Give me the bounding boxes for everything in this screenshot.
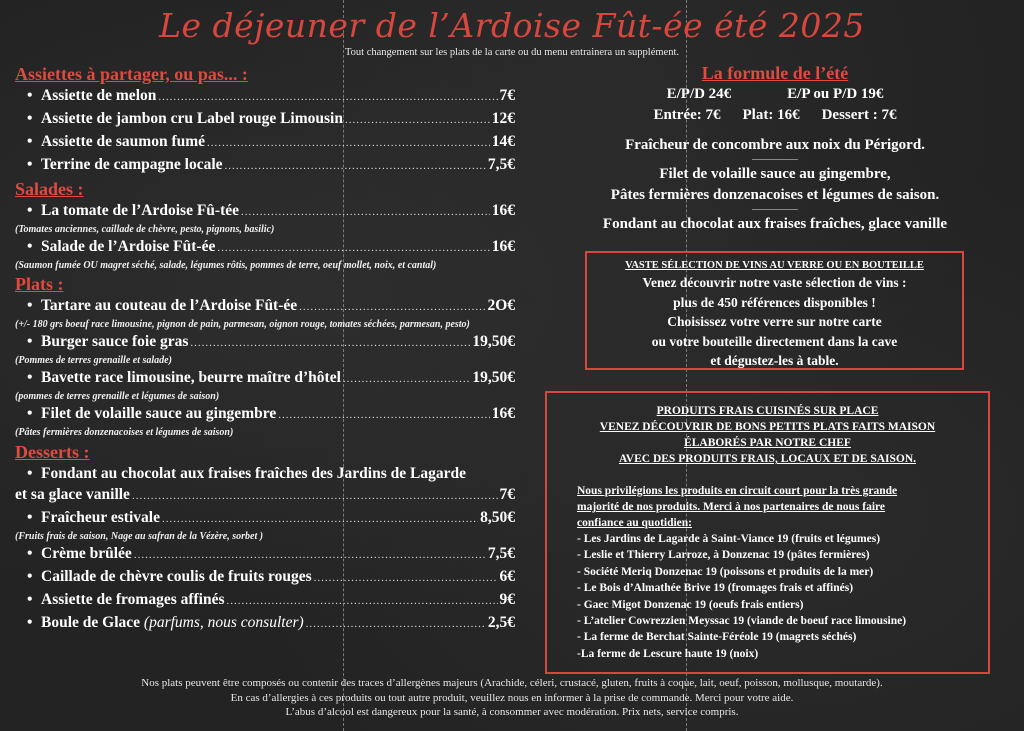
wine-line: Venez découvrir notre vaste sélection de vins : bbox=[642, 275, 907, 290]
wine-header: VASTE SÉLECTION DE VINS AU VERRE OU EN BOUTEILLE bbox=[625, 260, 924, 271]
formule-plat-detail: Pâtes fermières donzenacoises et légumes de saison. bbox=[610, 187, 940, 203]
item-description: (Fruits frais de saison, Nage au safran de la Vézère, sorbet ) bbox=[15, 531, 264, 542]
divider bbox=[752, 159, 798, 160]
menu-item: • Burger sauce foie gras ..... 19,50€ bbox=[15, 331, 515, 354]
menu-item: • Salade de l’Ardoise Fût-ée ..... 16€ bbox=[15, 236, 515, 259]
formule-dessert: Fondant au chocolat aux fraises fraîches, glace vanille bbox=[602, 216, 948, 232]
menu-item: • Boule de Glace (parfums, nous consulter) ..... 2,5€ bbox=[15, 612, 515, 635]
wine-line: et dégustez-les à table. bbox=[710, 353, 839, 368]
wine-selection-box bbox=[585, 251, 964, 370]
carte-column bbox=[15, 62, 515, 635]
partner-item: - Société Meriq Donzenac 19 (poissons et produits de la mer) bbox=[577, 565, 874, 578]
divider bbox=[752, 209, 798, 210]
formule-title: La formule de l’été bbox=[701, 63, 849, 83]
item-description: (Pommes de terres grenaille et salade) bbox=[15, 355, 172, 366]
section-title-assiettes: Assiettes à partager, ou pas... : bbox=[15, 64, 248, 84]
allergen-footer bbox=[0, 676, 1024, 720]
menu-item: • Filet de volaille sauce au gingembre ..... 16€ bbox=[15, 403, 515, 426]
partner-item: - Les Jardins de Lagarde à Saint-Viance 19 (fruits et légumes) bbox=[577, 533, 881, 545]
partner-item: -La ferme de Lescure haute 19 (noix) bbox=[577, 647, 759, 660]
fresh-products-box bbox=[545, 391, 990, 674]
footer-line: L’abus d’alcool est dangereux pour la santé, à consommer avec modération. Prix nets, service compris. bbox=[285, 706, 739, 718]
menu-item: • Fraîcheur estivale ..... 8,50€ bbox=[15, 507, 515, 530]
formule-entree: Fraîcheur de concombre aux noix du Périgord. bbox=[625, 137, 925, 153]
item-description: (pommes de terres grenaille et légumes de saison) bbox=[15, 391, 220, 402]
menu-item: • Terrine de campagne locale ..... 7,5€ bbox=[15, 154, 515, 177]
menu-item: • Fondant au chocolat aux fraises fraîches des Jardins de Lagarde et sa glace vanille ..... 7€ bbox=[15, 463, 515, 507]
price-dessert: Dessert : 7€ bbox=[821, 107, 897, 123]
formule-column bbox=[540, 62, 1010, 235]
price-entree: Entrée: 7€ bbox=[653, 107, 721, 123]
menu-item: • Bavette race limousine, beurre maître d’hôtel ..... 19,50€ bbox=[15, 367, 515, 390]
item-description: (Saumon fumée OU magret séché, salade, légumes rôtis, pommes de terre, oeuf mollet, noix, et cantal) bbox=[15, 260, 437, 271]
formule-prices bbox=[540, 84, 1010, 126]
footer-line: Nos plats peuvent être composés ou contenir des traces d’allergènes majeurs (Arachide, céleri, crustacé, gluten, fruits à coque, lait, oeuf, poisson, mollusque, moutarde). bbox=[141, 677, 883, 689]
formule-plat: Filet de volaille sauce au gingembre, bbox=[659, 166, 891, 182]
item-description: (Pâtes fermières donzenacoises et légumes de saison) bbox=[15, 427, 234, 438]
products-header: PRODUITS FRAIS CUISINÉS SUR PLACE VENEZ DÉCOUVRIR DE BONS PETITS PLATS FAITS MAISON ÉLABORÉS PAR NOTRE CHEF AVEC DES PRODUITS FRAIS, LOCAUX ET DE SAISON. bbox=[599, 405, 936, 465]
partner-item: - L’atelier Cowrezzien Meyssac 19 (viande de boeuf race limousine) bbox=[577, 615, 907, 628]
section-title-plats: Plats : bbox=[15, 274, 64, 294]
partner-item: - Gaec Migot Donzenac 19 (oeufs frais entiers) bbox=[577, 598, 804, 611]
menu-item: • Assiette de fromages affinés ..... 9€ bbox=[15, 589, 515, 612]
menu-item: • La tomate de l’Ardoise Fû-tée ..... 16€ bbox=[15, 200, 515, 223]
partner-item: - Leslie et Thierry Larroze, à Donzenac 19 (pâtes fermières) bbox=[577, 549, 870, 562]
section-title-desserts: Desserts : bbox=[15, 442, 90, 462]
wine-line: ou votre bouteille directement dans la cave bbox=[651, 333, 898, 349]
menu-item: • Assiette de jambon cru Label rouge Limousin ..... 12€ bbox=[15, 108, 515, 131]
item-description: (Tomates anciennes, caillade de chèvre, pesto, pignons, basilic) bbox=[15, 224, 275, 235]
menu-item: • Assiette de saumon fumé ..... 14€ bbox=[15, 131, 515, 154]
menu-item: • Caillade de chèvre coulis de fruits rouges ..... 6€ bbox=[15, 566, 515, 589]
price-epd: E/P/D 24€ bbox=[666, 86, 732, 102]
partner-item: - La ferme de Berchat Sainte-Féréole 19 (magrets séchés) bbox=[577, 631, 857, 644]
menu-item: • Assiette de melon ..... 7€ bbox=[15, 85, 515, 108]
wine-line: plus de 450 références disponibles ! bbox=[673, 294, 876, 310]
menu-subtitle: Tout changement sur les plats de la carte ou du menu entrainera un supplément. bbox=[345, 47, 679, 58]
partner-item: - Le Bois d’Almathée Brive 19 (fromages frais et affinés) bbox=[577, 582, 854, 595]
wine-line: Choisissez votre verre sur notre carte bbox=[667, 314, 882, 329]
products-intro: Nous privilégions les produits en circuit court pour la très grande majorité de nos produits. Merci à nos partenaires de nous faire confiance au quotidien: bbox=[577, 485, 898, 529]
menu-title: Le déjeuner de l’Ardoise Fût-ée été 2025 bbox=[159, 6, 865, 45]
menu-item: • Tartare au couteau de l’Ardoise Fût-ée ..... 2O€ bbox=[15, 295, 515, 318]
price-ep: E/P ou P/D 19€ bbox=[787, 86, 884, 102]
menu-item: • Crème brûlée ..... 7,5€ bbox=[15, 543, 515, 566]
item-description: (+/- 180 grs boeuf race limousine, pignon de pain, parmesan, oignon rouge, tomates séchées, parmesan, pesto) bbox=[15, 319, 470, 330]
price-plat: Plat: 16€ bbox=[742, 107, 800, 123]
section-title-salades: Salades : bbox=[15, 179, 84, 199]
footer-line: En cas d’allergies à ces produits ou tout autre produit, veuillez nous en informer à la prise de commande. Merci pour votre aide. bbox=[230, 691, 794, 704]
